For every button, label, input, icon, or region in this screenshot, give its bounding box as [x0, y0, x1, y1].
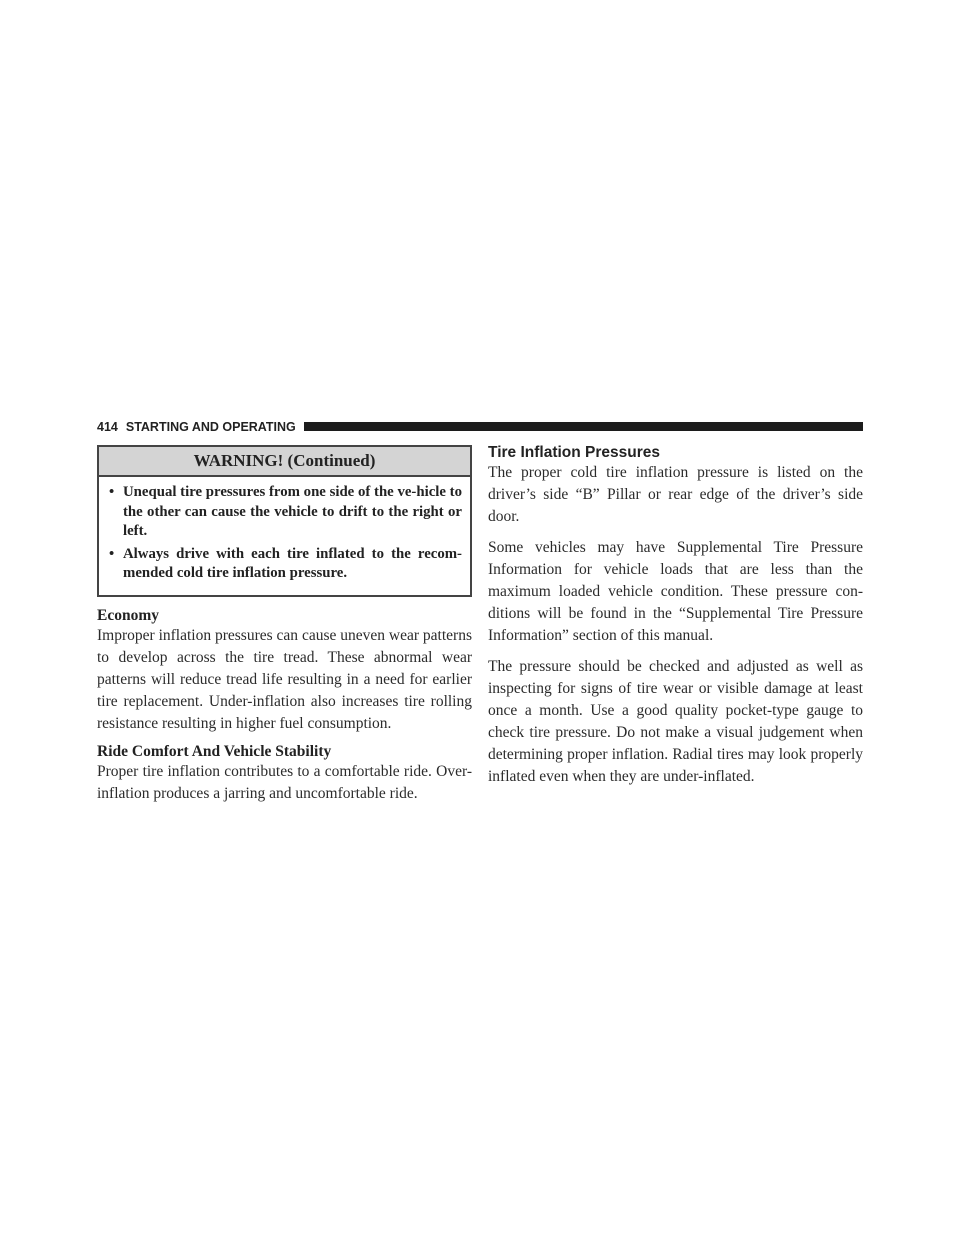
economy-heading: Economy	[97, 606, 159, 624]
tire-inflation-heading: Tire Inflation Pressures	[488, 444, 660, 461]
warning-item	[99, 483, 462, 542]
warning-title: WARNING! (Continued)	[99, 447, 470, 477]
ride-comfort-text: Proper tire inflation contributes to a comfortable ride. Over-inflation produces a jarring and uncomfortable ride.	[97, 762, 472, 802]
warning-item-text: Unequal tire pressures from one side of the ve-hicle to the other can cause the vehicle to drift to the right or left.	[123, 484, 462, 539]
section-title: STARTING AND OPERATING	[125, 419, 296, 434]
warning-item-text: Always drive with each tire inflated to the recom-mended cold tire inflation pressure.	[123, 545, 462, 581]
economy-text: Improper inflation pressures can cause uneven wear patterns to develop across the tire tread. These abnormal wear patterns will reduce tread life resulting in a need for earlier tire replacement. Under-inflation also increases tire rolling resistance resulting in higher fuel consumption.	[97, 626, 472, 732]
warning-box	[97, 445, 472, 597]
right-column	[488, 445, 863, 788]
bullet-icon: •	[109, 484, 115, 500]
warning-list	[99, 477, 470, 595]
bullet-icon: •	[109, 545, 115, 562]
page-header	[97, 418, 863, 435]
tire-inflation-paragraph: The pressure should be checked and adjusted as well as inspecting for signs of tire wear or visible damage at least once a month. Use a good quality pocket-type gauge to check tire pressure. Do not make a visual judgement when determining proper inflation. Radial tires may look properly inflated even when they are under-inflated.	[488, 658, 863, 785]
warning-item	[99, 545, 462, 584]
ride-comfort-heading: Ride Comfort And Vehicle Stability	[97, 742, 332, 760]
tire-inflation-paragraph: Some vehicles may have Supplemental Tire Pressure Information for vehicle loads that are less than the maximum loaded vehicle condition. These pressure con-ditions will be found in the “Supplemental Tire Pressure Information” section of this manual.	[488, 539, 863, 644]
left-column	[97, 445, 472, 805]
page-number: 414	[97, 419, 118, 434]
tire-inflation-paragraph: The proper cold tire inflation pressure is listed on the driver’s side “B” Pillar or rear edge of the driver’s side door.	[488, 464, 863, 525]
header-rule	[304, 422, 863, 431]
